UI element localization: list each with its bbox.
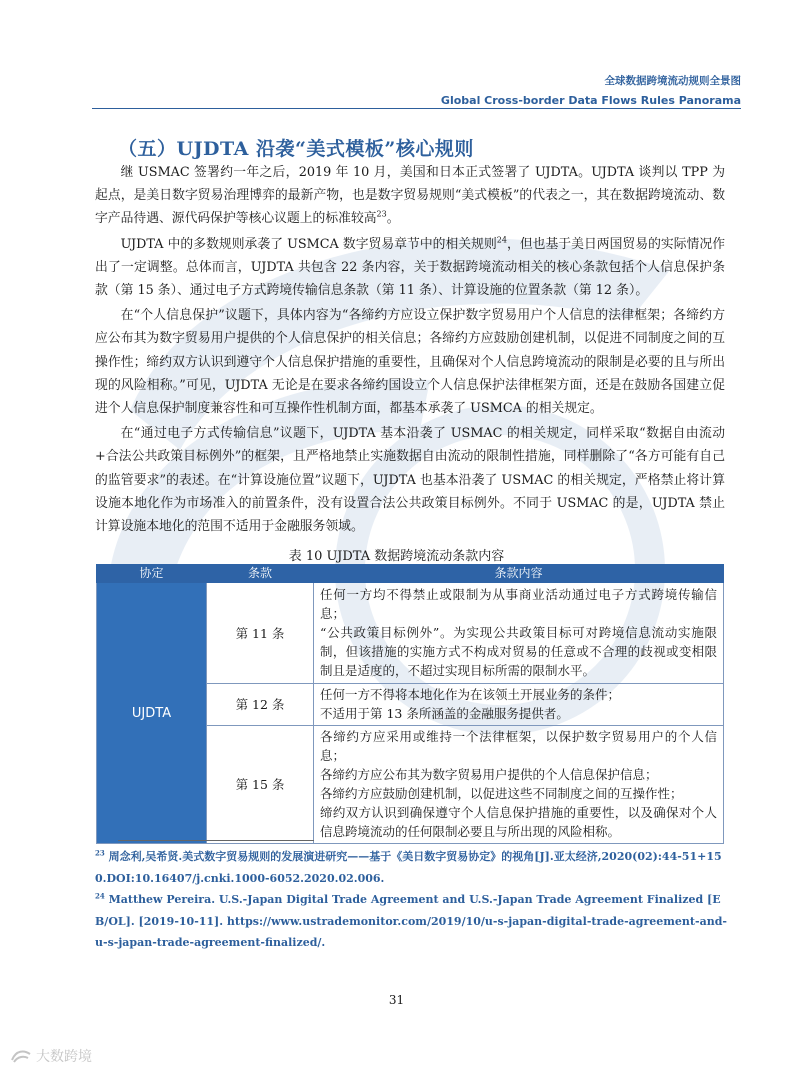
paragraph-1: 继 USMAC 签署约一年之后，2019 年 10 月，美国和日本正式签署了 UJDTA。UJDTA 谈判以 TPP 为起点，是美日数字贸易治理博弈的最新产物，也是数字贸易规则“美式模板”的代表之一，其在数据跨境流动、数字产品待遇、源代码保护等核心议题上的标准较高$^{23}$。 bbox=[95, 165, 725, 227]
content-cell: 任何一方不得将本地化作为在该领土开展业务的条件； 不适用于第 13 条所涵盖的金融服务提供者。 bbox=[314, 684, 724, 726]
body-text bbox=[95, 161, 725, 540]
clause-cell: 第 12 条 bbox=[207, 684, 314, 726]
footnotes bbox=[95, 846, 727, 954]
footnote-23: $^{23}$ 周念利,吴希贤.美式数字贸易规则的发展演进研究——基于《美日数字贸易协定》的视角[J].亚太经济,2020(02):44-51+150.DOI:10.16407/j.cnki.1000-6052.2020.02.006. bbox=[95, 848, 722, 885]
clause-cell: 第 11 条 bbox=[207, 583, 314, 684]
footnote-24: $^{24}$ Matthew Pereira. U.S.-Japan Digital Trade Agreement and U.S.-Japan Trade Agreement Finalized [EB/OL]. [2019-10-11]. https://www.ustrademonitor.com/2019/10/u-s-japan-digital-trade-agreement-and-u-s-japan-trade-agreement-finalized/. bbox=[95, 891, 727, 949]
paragraph-4: 在“通过电子方式传输信息”议题下，UJDTA 基本沿袭了 USMAC 的相关规定，同样采取“数据自由流动+合法公共政策目标例外”的框架，且严格地禁止实施数据自由流动的限制性措施，同样删除了“各方可能有自己的监管要求”的表述。在“计算设施位置”议题下，UJDTA 也基本沿袭了 USMAC 的相关规定，严格禁止将计算设施本地化作为市场准入的前置条件，没有设置合法公共政策目标例外。不同于 USMAC 的是，UJDTA 禁止计算设施本地化的范围不适用于金融服务领域。 bbox=[95, 426, 725, 535]
header-title-cn: 全球数据跨境流动规则全景图 bbox=[604, 75, 741, 87]
footnote-divider bbox=[118, 840, 314, 841]
table-row bbox=[97, 583, 724, 684]
agreement-cell: UJDTA bbox=[97, 583, 207, 844]
header-content: 条款内容 bbox=[314, 565, 724, 583]
paragraph-2: UJDTA 中的多数规则承袭了 USMCA 数字贸易章节中的相关规则$^{24}$，但也基于美日两国贸易的实际情况作出了一定调整。总体而言，UJDTA 共包含 22 条内容，关于数据跨境流动相关的核心条款包括个人信息保护条款（第 15 条）、通过电子方式跨境传输信息条款（第 11 条）、计算设施的位置条款（第 12 条）。 bbox=[95, 235, 725, 299]
header-divider bbox=[92, 108, 741, 109]
logo-text: 大数跨境 bbox=[36, 1049, 92, 1065]
table-caption: 表 10 UJDTA 数据跨境流动条款内容 bbox=[288, 549, 505, 564]
clause-cell: 第 15 条 bbox=[207, 726, 314, 844]
header-agreement: 协定 bbox=[97, 565, 207, 583]
header-title-en: Global Cross-border Data Flows Rules Panorama bbox=[440, 94, 741, 107]
page-number: 31 bbox=[388, 993, 405, 1007]
clauses-table bbox=[96, 564, 724, 844]
paragraph-3: 在“个人信息保护”议题下，具体内容为“各缔约方应设立保护数字贸易用户个人信息的法律框架；各缔约方应公布其为数字贸易用户提供的个人信息保护的相关信息；各缔约方应鼓励创建机制，以促进不同制度之间的互操作性；缔约双方认识到遵守个人信息保护措施的重要性，且确保对个人信息跨境流动的限制是必要的且与所出现的风险相称。”可见，UJDTA 无论是在要求各缔约国设立个人信息保护法律框架方面，还是在鼓励各国建立促进个人信息保护制度兼容性和可互操作性机制方面，都基本承袭了 USMCA 的相关规定。 bbox=[95, 308, 725, 417]
logo-icon bbox=[10, 1048, 32, 1064]
content-cell: 各缔约方应采用或维持一个法律框架，以保护数字贸易用户的个人信息； 各缔约方应公布其为数字贸易用户提供的个人信息保护信息； 各缔约方应鼓励创建机制，以促进这些不同制度之间的互操作性； 缔约双方认识到确保遵守个人信息保护措施的重要性，以及确保对个人信息跨境流动的任何限制必要且与所出现的风险相称。 bbox=[314, 726, 724, 844]
running-header bbox=[441, 74, 741, 109]
header-clause: 条款 bbox=[207, 565, 314, 583]
content-cell: 任何一方均不得禁止或限制为从事商业活动通过电子方式跨境传输信息； “公共政策目标例外”。为实现公共政策目标可对跨境信息流动实施限制，但该措施的实施方式不构成对贸易的任意或不合理的歧视或变相限制且是适度的，不超过实现目标所需的限制水平。 bbox=[314, 583, 724, 684]
watermark-logo bbox=[10, 1046, 92, 1066]
table-header-row bbox=[97, 565, 724, 583]
section-title: （五）UJDTA 沿袭“美式模板”核心规则 bbox=[118, 138, 474, 160]
